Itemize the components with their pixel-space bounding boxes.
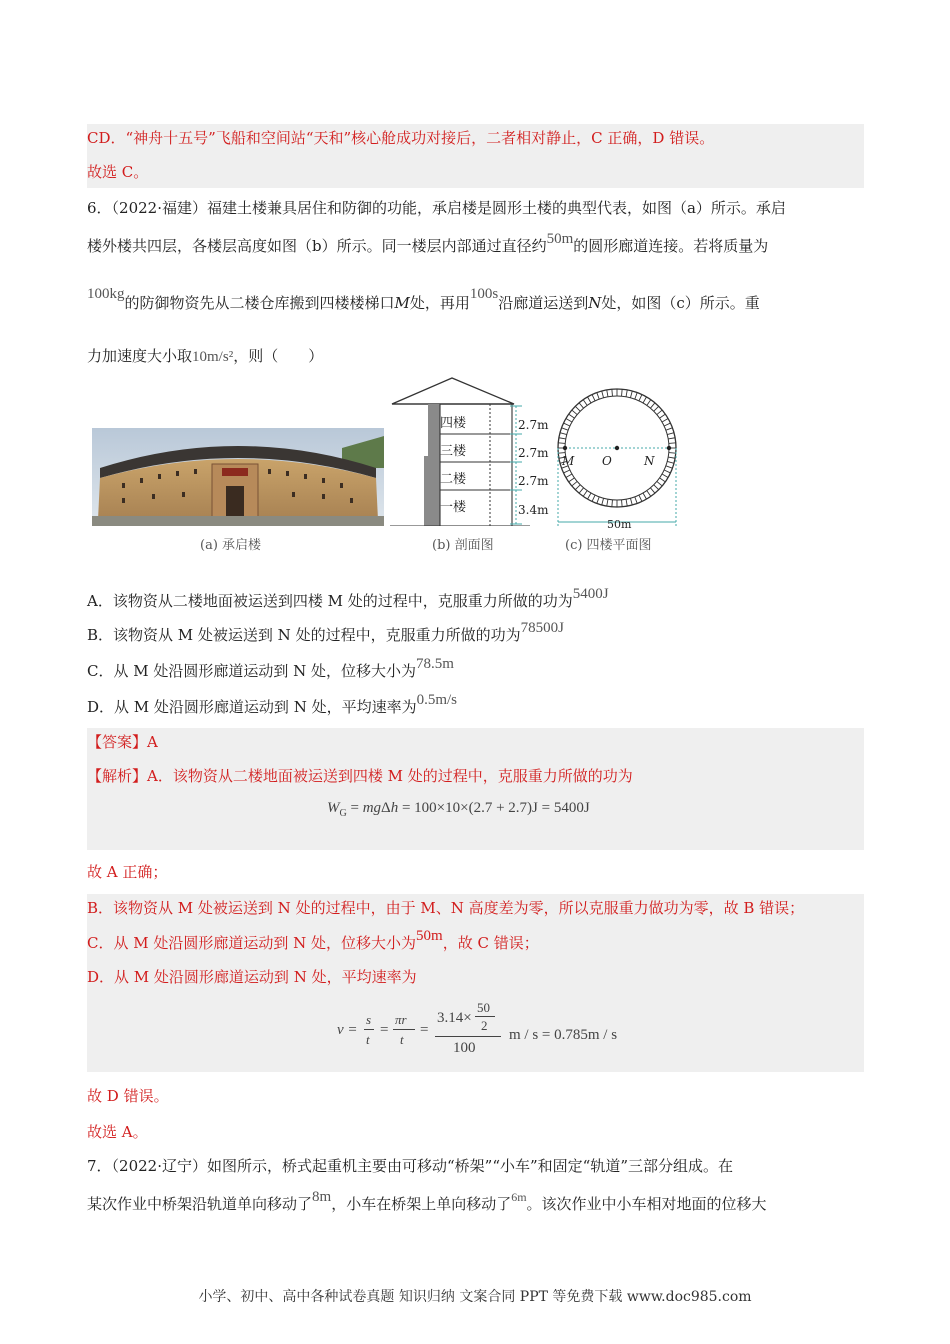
- ring-tick: [562, 428, 569, 430]
- floor-label-1: 一楼: [440, 500, 467, 515]
- q6-gravity-value: 10m/s²: [192, 349, 234, 365]
- option-a-value: 5400J: [572, 586, 609, 602]
- ring-tick: [588, 493, 592, 499]
- q7-line-2: [87, 1189, 767, 1216]
- ring-tick: [626, 390, 627, 397]
- q6-line-4: [87, 345, 323, 368]
- formula-numerator: 3.14×: [437, 1010, 472, 1026]
- ring-tick: [650, 488, 654, 493]
- analysis-c-text: C．从 M 处沿圆形廊道运动到 N 处，位移大小为: [87, 934, 417, 952]
- ring-tick: [639, 495, 642, 501]
- option-d: [87, 692, 458, 719]
- formula-fifty: 50: [477, 1000, 490, 1015]
- figure-a-caption: (a) 承启楼: [200, 538, 262, 553]
- option-b-text: B．该物资从 M 处被运送到 N 处的过程中，克服重力所做的功为: [87, 626, 521, 644]
- height-label-3: 2.7m: [518, 446, 549, 460]
- answer-shade: [87, 728, 864, 850]
- height-label-1: 3.4m: [518, 503, 549, 517]
- ring-tick: [579, 403, 583, 408]
- ring-tick: [662, 419, 668, 423]
- option-c-value: 78.5m: [416, 656, 454, 672]
- analysis-a-conclusion: 故 A 正确；: [87, 863, 168, 881]
- height-label-2: 2.7m: [518, 474, 549, 488]
- formula-s: s: [366, 1012, 372, 1027]
- q6-text: 的防御物资先从二楼仓库搬到四楼楼梯口: [124, 294, 395, 312]
- ring-tick: [635, 497, 637, 504]
- formula-v: v =: [337, 1022, 358, 1038]
- ring-tick: [626, 499, 627, 506]
- ring-tick: [650, 403, 654, 408]
- ring-tick: [558, 443, 565, 444]
- ring-tick: [667, 461, 674, 463]
- formula-denominator: 100: [453, 1040, 476, 1056]
- q6-text: 力加速度大小取: [87, 347, 193, 365]
- ring-tick: [660, 478, 666, 482]
- ring-tick: [657, 410, 662, 414]
- figure-c-plan: [557, 378, 677, 528]
- formula-work: $W_G = mg\Delta h = 100\times 10\times(2.7 + 2.7)J = 5400J$: [327, 800, 590, 819]
- analysis-c-text-end: ，故 C 错误；: [442, 934, 539, 952]
- ring-tick: [647, 400, 651, 406]
- floor-label-3: 三楼: [440, 444, 467, 459]
- option-a: [87, 586, 609, 613]
- formula-t-2: t: [400, 1032, 404, 1047]
- ring-tick: [566, 474, 572, 478]
- ring-tick: [607, 499, 608, 506]
- q7-cart-distance: 6m: [511, 1190, 527, 1204]
- ring-tick: [572, 481, 577, 485]
- ring-tick: [575, 485, 580, 490]
- q6-line-2: [87, 231, 769, 258]
- q7-text: 某次作业中桥架沿轨道单向移动了: [87, 1195, 313, 1213]
- ring-tick: [643, 493, 647, 499]
- formula-velocity: v = s t = πr t = 3.14× 50 2 100 m / s = 0.785m / s: [337, 1000, 618, 1056]
- ring-tick: [664, 423, 670, 426]
- analysis-d-conclusion: 故 D 错误。: [87, 1087, 169, 1105]
- ring-tick: [612, 389, 613, 396]
- ring-tick: [569, 414, 575, 418]
- plan-label-o: O: [602, 454, 612, 468]
- ring-tick: [602, 498, 604, 505]
- q7-text: 。该次作业中小车相对地面的位移大: [526, 1195, 767, 1213]
- q7-text: ，小车在桥架上单向移动了: [331, 1195, 512, 1213]
- ring-tick: [647, 491, 651, 497]
- q6-text: 沿廊道运送到: [498, 294, 589, 312]
- solution-line-cd: CD．“神舟十五号”飞船和空间站“天和”核心舱成功对接后，二者相对静止，C 正确，D 错误。: [87, 129, 715, 147]
- option-b-value: 78500J: [520, 620, 564, 636]
- q7-bridge-distance: 8m: [312, 1189, 332, 1205]
- ring-tick: [566, 419, 572, 423]
- ring-tick: [669, 453, 676, 454]
- ring-tick: [597, 393, 599, 400]
- ring-tick: [612, 500, 613, 507]
- ring-tick: [654, 485, 659, 490]
- figure-b-caption: (b) 剖面图: [432, 538, 494, 553]
- ring-tick: [559, 438, 566, 439]
- q6-mass-value: 100kg: [87, 286, 125, 302]
- ring-tick: [575, 406, 580, 411]
- ring-tick: [622, 500, 623, 507]
- answer-label: 【答案】A: [87, 733, 158, 751]
- analysis-a: [87, 765, 633, 787]
- ring-tick: [664, 470, 670, 473]
- ring-tick: [668, 457, 675, 458]
- analysis-c: [87, 928, 539, 955]
- ring-tick: [560, 433, 567, 435]
- ring-tick: [588, 397, 592, 403]
- q6-line-1: 6．（2022·福建）福建土楼兼具居住和防御的功能，承启楼是圆形土楼的典型代表，如图（a）所示。承启: [87, 199, 786, 217]
- figure-c-caption: (c) 四楼平面图: [565, 538, 652, 553]
- floor-label-4: 四楼: [440, 416, 467, 431]
- ring-tick: [662, 474, 668, 478]
- ring-tick: [630, 391, 632, 398]
- ring-tick: [602, 391, 604, 398]
- ring-tick: [607, 390, 608, 397]
- plan-diameter-label: 50m: [607, 518, 632, 531]
- ring-tick: [669, 443, 676, 444]
- ring-tick: [579, 488, 583, 493]
- option-b: [87, 620, 564, 647]
- option-a-text: A．该物资从二楼地面被运送到四楼 M 处的过程中，克服重力所做的功为: [87, 592, 573, 610]
- ring-tick: [660, 414, 666, 418]
- ring-tick: [597, 497, 599, 504]
- ring-tick: [622, 389, 623, 396]
- q6-line-3: [87, 286, 760, 315]
- q6-point-n: N: [588, 294, 602, 312]
- ring-tick: [583, 491, 587, 497]
- ring-tick: [592, 495, 595, 501]
- ring-tick: [657, 481, 662, 485]
- q6-text: 楼外楼共四层，各楼层高度如图（b）所示。同一楼层内部通过直径约: [87, 237, 547, 255]
- analysis-c-value: 50m: [416, 928, 443, 944]
- ring-tick: [666, 466, 673, 468]
- solution-line-choice: 故选 C。: [87, 163, 149, 181]
- analysis-d: D．从 M 处沿圆形廊道运动到 N 处，平均速率为: [87, 968, 417, 986]
- ring-tick: [668, 438, 675, 439]
- ring-tick: [635, 393, 637, 400]
- formula-result: m / s = 0.785m / s: [509, 1027, 618, 1043]
- analysis-a-text: A．该物资从二楼地面被运送到四楼 M 处的过程中，克服重力所做的功为: [147, 767, 633, 785]
- option-d-value: 0.5m/s: [416, 692, 458, 708]
- ring-tick: [592, 395, 595, 401]
- ring-tick: [667, 433, 674, 435]
- analysis-b: B．该物资从 M 处被运送到 N 处的过程中，由于 M、N 高度差为零，所以克服重力做功为零，故 B 错误；: [87, 899, 805, 917]
- q7-line-1: 7．（2022·辽宁）如图所示，桥式起重机主要由可移动“桥架”“小车”和固定“轨道”三部分组成。在: [87, 1157, 733, 1175]
- height-label-4: 2.7m: [518, 418, 549, 432]
- q6-text: 的圆形廊道连接。若将质量为: [573, 237, 769, 255]
- plan-label-n: N: [644, 454, 655, 468]
- final-answer: 故选 A。: [87, 1123, 148, 1141]
- figure-a-photo: [92, 428, 384, 526]
- q6-point-m: M: [394, 294, 410, 312]
- ring-tick: [564, 423, 570, 426]
- q6-time-value: 100s: [469, 286, 499, 302]
- q6-text: 处，如图（c）所示。重: [601, 294, 760, 312]
- ring-tick: [583, 400, 587, 406]
- ring-tick: [572, 410, 577, 414]
- option-c-text: C．从 M 处沿圆形廊道运动到 N 处，位移大小为: [87, 662, 417, 680]
- page-footer: 小学、初中、高中各种试卷真题 知识归纳 文案合同 PPT 等免费下载 www.doc985.com: [198, 1289, 752, 1305]
- ring-tick: [630, 498, 632, 505]
- formula-pi-r: πr: [395, 1012, 407, 1027]
- ring-tick: [639, 395, 642, 401]
- ring-tick: [666, 428, 673, 430]
- option-d-text: D．从 M 处沿圆形廊道运动到 N 处，平均速率为: [87, 698, 417, 716]
- q6-text: 处，再用: [409, 294, 470, 312]
- floor-label-2: 二楼: [440, 472, 467, 487]
- option-c: [87, 656, 454, 683]
- ring-tick: [654, 406, 659, 411]
- formula-t: t: [366, 1032, 370, 1047]
- analysis-label: 【解析】: [87, 767, 148, 785]
- ring-tick: [643, 397, 647, 403]
- formula-two: 2: [481, 1018, 488, 1033]
- plan-label-m: M: [562, 454, 575, 468]
- ring-tick: [569, 478, 575, 482]
- q6-text: ，则（ ）: [233, 347, 324, 365]
- q6-diameter-value: 50m: [546, 231, 574, 247]
